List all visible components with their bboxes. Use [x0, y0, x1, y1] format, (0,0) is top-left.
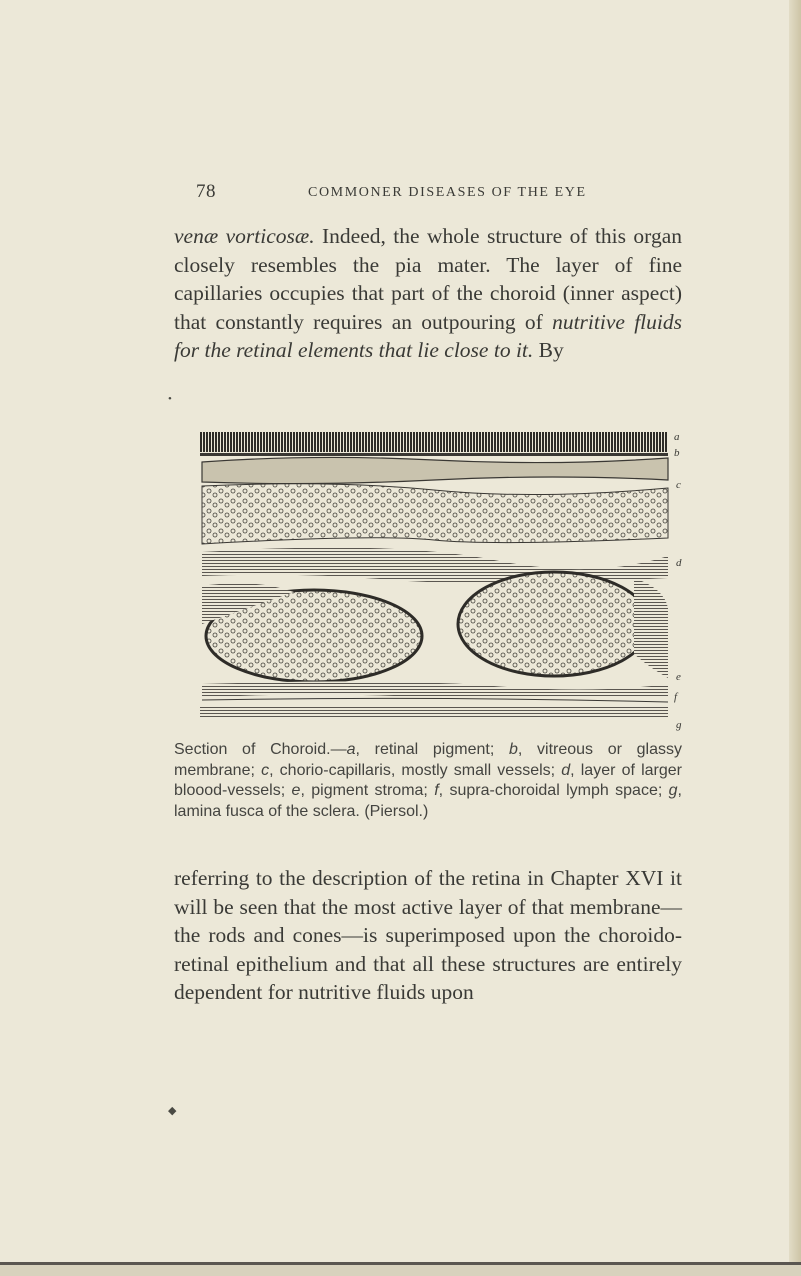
margin-bullet: • [168, 393, 172, 405]
caption-item-f: , supra-choroidal lymph space; [438, 782, 669, 799]
caption-letter-e: e [291, 782, 301, 799]
italic-phrase: nutritive fluids for the retinal elements that lie close to it. [174, 309, 682, 362]
chorio-capillaris-layer [202, 457, 668, 483]
vitreous-membrane [200, 453, 668, 456]
page-bottom-strip [0, 1265, 801, 1276]
caption-letter-f: f [434, 782, 439, 799]
label-d: d [676, 557, 682, 569]
label-e: e [676, 671, 681, 683]
label-b: b [674, 447, 680, 459]
caption-item-g: , lamina fusca of the sclera. (Piersol.) [174, 782, 682, 820]
label-g: g [676, 719, 682, 731]
lymph-space-line [202, 698, 668, 702]
running-head: COMMONER DISEASES OF THE EYE [308, 185, 587, 200]
page-header [196, 181, 616, 207]
label-f: f [674, 691, 678, 703]
caption-item-e: , pigment stroma; [300, 782, 435, 799]
caption-letter-g: g [668, 782, 678, 799]
paragraph-text [174, 222, 682, 365]
italic-lead: venæ vorticosæ. [174, 224, 315, 248]
page-number: 78 [196, 181, 216, 202]
caption-letter-c: c [261, 761, 270, 779]
caption-item-d: , layer of larger bloood-vessels; [174, 761, 682, 799]
caption-item-b: , vitreous or glassy membrane; [174, 741, 683, 779]
small-vessels-area [202, 484, 668, 544]
caption-text [174, 740, 682, 822]
pigment-stroma-right [634, 578, 668, 678]
paragraph-part-1: Indeed, the whole structure of this organ closely resembles the pia mater. The layer of fine capillaries occupies that part of the choroid (inner aspect) that constantly requires an outpouring of [174, 224, 682, 334]
caption-letter-a: a [346, 741, 356, 758]
caption-item-c: , chorio-capillaris, mostly small vessels; [269, 761, 562, 779]
page-edge [789, 0, 801, 1276]
paragraph-part-2: By [533, 338, 564, 362]
margin-diamond: ◆ [168, 1105, 177, 1117]
lamina-fusca-layer [200, 706, 668, 718]
caption-item-a: , retinal pigment; [355, 741, 509, 758]
choroid-section-figure [194, 428, 686, 734]
caption-intro: Section of Choroid.— [174, 741, 347, 758]
large-vessel-right [458, 572, 650, 676]
caption-letter-d: d [561, 761, 571, 779]
body-paragraph-bottom [174, 864, 682, 1007]
retinal-pigment-layer [200, 432, 668, 452]
caption-letter-b: b [508, 741, 518, 758]
label-c: c [676, 479, 681, 491]
body-paragraph-top [174, 222, 682, 365]
choroid-illustration [194, 428, 686, 734]
pigment-stroma-lower [202, 681, 668, 698]
label-a: a [674, 431, 680, 443]
figure-caption [174, 740, 682, 822]
paragraph-bottom-text: referring to the description of the retina in Chapter XVI it will be seen that the most active layer of that membrane—the rods and cones—is superimposed upon the choroido-retinal epithelium and that all these structures are entirely dependent for nutritive fluids upon [174, 866, 682, 1004]
